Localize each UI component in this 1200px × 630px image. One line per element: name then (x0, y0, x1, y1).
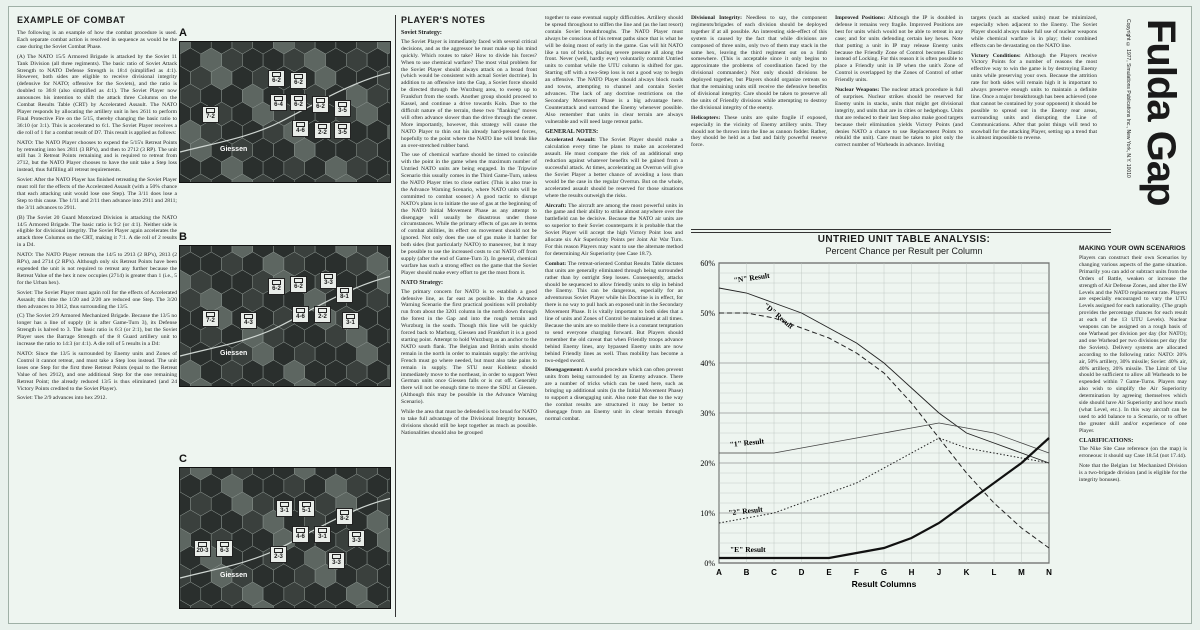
unit-counter (292, 526, 309, 543)
unit-counter (292, 306, 309, 323)
unit-counter (334, 122, 351, 139)
unit-type-symbol (274, 548, 283, 553)
scenarios-column (1079, 242, 1187, 620)
combat-heading: Combat: (545, 260, 567, 267)
unit-type-symbol (206, 312, 215, 317)
combat-text: The retreat-oriented Combat Results Table dictates that units are generally eliminated through being surrounded rather than by outright Step losses. Consequently, attacks should be sequenced to allow friendly units to slip in behind the Enemy. This can be dangerous, especially for an adventurous Soviet Player while his Doctrine is in effect, for there is no way to pull back an exposed unit in the Secondary Movement Phase. It is vitally important to both sides that a line of units and Zones of Control be maintained at all times. Because the units are so mobile there is a constant temptation to send everyone charging forward. But Players should remember the old caveat that when Friendly troops advance behind Enemy lines, any bypassed Enemy units are now behind Friendly lines as well. Thus mobility has become a two-edged sword. (545, 260, 683, 364)
chart-heading (774, 234, 1034, 256)
unit-strength: 6-2 (294, 102, 303, 108)
unit-type-symbol (316, 98, 325, 103)
unit-strength: 2-2 (318, 314, 327, 320)
unit-strength: 4-6 (296, 534, 305, 540)
y-tick-label: 60% (700, 259, 715, 268)
unit-strength: 4-6 (296, 314, 305, 320)
unit-counter (268, 278, 285, 295)
nato-strategy-continued: together to ease eventual supply difficulties. Artillery should be spread throughout to stiffen the line and (as the last resort) contain Soviet breakthroughs. The NATO Player must always be conscious of his retreat paths since that is what he will be doing most of early in the game. Gas will hit NATO like a ton of bricks, placing severe pressure all along the front. Never (well, hardly ever) voluntarily commit Untried units to combat while the UTU column is shifted for gas. Starting off with a two-Step loss is not a good way to begin an offensive. The NATO Player should always block roads and towns, attempting to channel and contain Soviet advances. The lack of any doctrine restrictions on the Secondary Movement Phase is a big advantage here. Counterattack and surround the Enemy whenever possible. Also remember that units in clear terrain are always vulnerable and will need large retreat paths. (545, 15, 683, 125)
unit-counter (336, 286, 353, 303)
helicopters-text: These units are quite fragile if exposed, especially in the vicinity of Enemy artillery units. They should not be thrown into the line as cannon fodder. Rather, they should be held as a fast and fairly powerful reserve force. (691, 114, 827, 149)
y-tick-label: 40% (700, 359, 715, 368)
unit-strength: 3-1 (346, 320, 355, 326)
game-title-block (1097, 19, 1183, 279)
series-label: "1" Result (729, 436, 765, 449)
series-label: "2" Result (727, 504, 764, 518)
x-tick-label: G (880, 568, 888, 577)
x-tick-label: A (716, 568, 722, 577)
example-b: (B) The Soviet 20 Guard Motorized Division is attacking the NATO 14/5 Armored Brigade. The basic ratio is 9:2 (or 4:1). Neither side is eligible for divisional integrity. The Soviet Player again accelerates the attack three Columns on the CRT, making it 7:1. A die roll of 2 results in a D4. (17, 214, 177, 249)
clarifications-text-2: Note that the Belgian 1st Mechanized Division is a two-brigade division (and is eligible for the integrity bonuses). (1079, 463, 1187, 484)
city-label: Giessen (220, 350, 248, 357)
divisional-integrity-text: Needless to say, the component regiments/brigades of each division should be deployed together if at all possible. An interesting side-effect of this system is caused by the fact that while divisions are composed of three units, only two of them may stack in the same hex, leaving the third regiment out on a limb somewhere. (This is acceptable since it only begins to approximate the problems of coordination faced by the divisional commander.) Not only should divisions be deployed together, but Players should organize retreats so that the remaining units still receive the defensive benefits of divisional integrity. Care should be taken to preserve all the units of Friendly divisions while attempting to destroy the divisional integrity of the enemy. (691, 15, 827, 111)
scenarios-heading: MAKING YOUR OWN SCENARIOS (1079, 245, 1186, 252)
aircraft-heading: Aircraft: (545, 202, 567, 209)
nuclear-weapons-continued: targets (such as stacked units) must be minimized, especially when adjacent to the Enemy. The Soviet Player should always make full use of nuclear weapons while chemical warfare is in play; their combined effects can be devastating on the NATO line. (971, 15, 1097, 49)
x-tick-label: B (743, 568, 750, 577)
chart-title: UNTRIED UNIT TABLE ANALYSIS: (817, 234, 991, 245)
unit-type-symbol (318, 124, 327, 129)
combat-map-a (179, 41, 391, 183)
nuclear-weapons-heading: Nuclear Weapons: (835, 87, 880, 94)
x-tick-label: E (826, 568, 832, 577)
unit-type-symbol (296, 528, 305, 533)
section-divider (691, 229, 1111, 230)
section-divider-2 (691, 232, 1111, 233)
unit-type-symbol (198, 542, 207, 547)
map-label-a: A (179, 27, 187, 39)
nato-strategy-heading: NATO Strategy: (401, 279, 443, 286)
rules-page (8, 6, 1192, 624)
example-b-nato: NATO: The NATO Player retreats the 14/5 to 2913 (2 RP's), 2813 (2 RP's), and 2714 (2 RP's). Although only six Retreat Points have been expended the unit is not required to retreat any further because the Retreat Value of the hex it now occupies (2714) is greater than 1 (i.e., 5 for the Urban hex). (17, 252, 177, 286)
nato-strategy-text: The primary concern for NATO is to establish a good defensive line, as far east as possible. In the Advance Warning Scenario the first practical positions will probably run from about the 3201 column in the north down through the forest in the Gap and into the rough terrain and Wurzburg in the south. Though this line will be quickly forced back to Marburg, Giessen and Frankfurt it is a good starting point. Attempt to hold Wurzburg as an anchor to the NATO south flank. The Belgian and British units should remain in the north in order to maintain supply: the arriving French must go where needed, but must also take pains to remain in supply. The STU near Koblenz should immediately move to the northeast, in order to support West German units once Giessen falls or is cut off. Generally there will not be enough time to move the SDU at Giessen. (Although this may be possible in the Advance Warning Scenario). (401, 288, 537, 406)
unit-type-symbol (294, 74, 303, 79)
unit-counter (290, 72, 307, 89)
unit-counter (334, 100, 351, 117)
unit-strength: 2-2 (318, 130, 327, 136)
unit-strength: 4-6 (296, 128, 305, 134)
x-tick-label: H (908, 568, 915, 577)
unit-type-symbol (340, 288, 349, 293)
map-label-b: B (179, 231, 187, 243)
unit-type-symbol (244, 314, 253, 319)
unit-counter (314, 306, 331, 323)
untried-unit-chart (685, 255, 1075, 625)
unit-strength: 3-3 (324, 280, 333, 286)
unit-strength: 7-2 (206, 114, 215, 120)
unit-strength: 3-1 (280, 508, 289, 514)
city-label: Giessen (220, 572, 248, 579)
unit-strength: 5-1 (302, 508, 311, 514)
unit-type-symbol (332, 554, 341, 559)
unit-strength: 6-4 (274, 102, 283, 108)
unit-strength: 6-2 (294, 80, 303, 86)
example-a-nato: NATO: The NATO Player chooses to expend the 5/15's Retreat Points by retreating into hex 2811 (3 RP's), and then to 2712 (3 RP). The unit still has 3 Retreat Points remaining and is required to retreat from 2712, but the NATO Player chooses to have the unit take a Step loss instead, thus fulfilling all retreat requirements. (17, 139, 177, 174)
unit-counter (292, 120, 309, 137)
example-c: (C) The Soviet 2/9 Armored Mechanized Brigade. Because the 13/5 no longer has a line of supply (it is after Game-Turn 3), its Defense Strength is halved to 3. The basic ratio is 6:3 (or 2:1), but the Soviet Player uses the Barrage Strength of the 8 Guard artillery unit to increase the ratio to 14:3 (or 4:1). A die roll of 5 results in a D4: (17, 313, 177, 348)
unit-strength: 2-3 (274, 554, 283, 560)
unit-strength: 6-2 (272, 78, 281, 84)
general-notes-column (545, 15, 683, 620)
unit-strength: 6-2 (316, 104, 325, 110)
example-of-combat-column (17, 15, 177, 620)
column-rule (395, 15, 396, 617)
unit-strength: 6-2 (294, 284, 303, 290)
victory-conditions-text: Although the Players receive Victory Points for a number of reasons the most effective way to win the game is by destroying Enemy units while preserving your own. Because the attrition rate for both sides will remain high it is important to always preserve enough units to maintain a definite line. Once a major breakthrough has been achieved (one that cannot be contained by your opponent) it should be possible to spread out in the Enemy rear areas, surrounding units and disrupting the Line of Communications. After that point things will tend to snowball for the attacking Player, setting up a trend that is almost impossible to reverse. (971, 52, 1097, 142)
unit-strength: 4-3 (244, 320, 253, 326)
unit-type-symbol (338, 102, 347, 107)
unit-counter (194, 540, 211, 557)
players-notes-column (401, 15, 537, 620)
improved-positions-heading: Improved Positions: (835, 15, 886, 21)
unit-type-symbol (280, 502, 289, 507)
unit-strength: 3-1 (318, 534, 327, 540)
victory-conditions-heading: Victory Conditions: (971, 52, 1021, 59)
series-label: "E" Result (730, 545, 766, 554)
aircraft-text: The aircraft are among the most powerful units in the game and their ability to strike almost anywhere over the battlefield can be decisive. Because the NATO air units are so superior to their Soviet counterparts it is probable that the Soviet Player will accept the high Victory Point loss and allocate six Air Superiority Points per Joint Air War Turn. For this reason Players may want to use the alternate method for determining Air Superiority (see Case 18.7). (545, 202, 683, 257)
unit-counter (336, 508, 353, 525)
unit-strength: 3-5 (338, 108, 347, 114)
copyright-notice: Copyright © 1977, Simulations Publications Inc., New York, N.Y. 10010 (1125, 19, 1131, 178)
y-tick-label: 50% (700, 309, 715, 318)
disengagement-heading: Disengagement: (545, 367, 584, 374)
unit-counter (314, 122, 331, 139)
series-label: "D" Result (761, 300, 796, 331)
unit-type-symbol (220, 542, 229, 547)
combat-map-c (179, 467, 391, 609)
unit-type-symbol (272, 72, 281, 77)
y-tick-label: 30% (700, 409, 715, 418)
soviet-strategy-text-2: The use of chemical warfare should be timed to coincide with the point in the game when the maximum number of Untried NATO units are being engaged. In the Tripwire Scenario this usually comes in the Third Game-Turn, unless the NATO Player tries to close earlier. (This is also true in the Advance Warning Scenario, where NATO units will be committed to combat sooner.) A good tactic to disrupt NATO's plans is to initiate the use of gas at the beginning of the NATO Initial Movement Phase as any attempt to disengage will usually be disastrous under those circumstances. While the primary effects of gas are in terms of combat abilities, its effect on movement should not be ignored. Not only does the use of gas make it harder for both sides (but particularly NATO) to maneuver, but it may be possible to use the increased costs to cut NATO off from supply (after the end of Game-Turn 3). In general, chemical warfare has such a strong effect on the game that the Soviet Player should make every effort to get the most from it. (401, 152, 537, 276)
unit-counter (202, 106, 219, 123)
unit-type-symbol (294, 278, 303, 283)
accelerated-assault-text: The Soviet Player should make a calculation every time he plans to make an accelerated assault. He must compare the risk of an additional step reduction against whatever benefits will be gained from a successful attack. At times, accelerating an Overrun will give the Soviet Player a better chance of avoiding a loss than would be the case in the regular Overrun. But on the whole, accelerated assault should be reserved for those situations where the results outweigh the risks. (545, 137, 683, 199)
general-notes-heading: GENERAL NOTES: (545, 128, 599, 135)
nuclear-weapons-text: The nuclear attack procedure is full of surprises. Nuclear strikes should be reserved for Enemy units in stacks, units that might get divisional integrity, and units that are in cities or hedgehogs. Units that are reduced to their last Step also make good targets because their elimination yields Victory Points (and denies NATO a chance to use Replacement Points to rebuild the unit). Care must be taken to plot only the correct number of Warheads in advance. Inviting (835, 87, 963, 149)
accelerated-assault-heading: Accelerated Assault: (545, 137, 596, 144)
unit-strength: 6-2 (272, 286, 281, 292)
unit-counter (270, 546, 287, 563)
unit-type-symbol (296, 308, 305, 313)
unit-type-symbol (318, 528, 327, 533)
unit-counter (268, 70, 285, 87)
series-label: "N" Result (733, 270, 771, 285)
map-label-c: C (179, 453, 187, 465)
clarifications-text: The Nike Site Case reference (on the map) is erroneous: it should say Case 18.54 (not 17.44). (1079, 446, 1187, 460)
y-tick-label: 20% (700, 459, 715, 468)
unit-strength: 3-3 (332, 560, 341, 566)
clarifications-heading: CLARIFICATIONS: (1079, 437, 1134, 444)
unit-type-symbol (318, 308, 327, 313)
unit-strength: 7-2 (206, 318, 215, 324)
unit-counter (240, 312, 257, 329)
helicopters-heading: Helicopters: (691, 114, 721, 121)
unit-counter (276, 500, 293, 517)
y-tick-label: 10% (700, 509, 715, 518)
unit-counter (290, 94, 307, 111)
y-tick-label: 0% (704, 559, 715, 568)
chart-subtitle: Percent Chance per Result per Column (825, 246, 983, 256)
example-c-soviet: Soviet: The 2/9 advances into hex 2912. (17, 395, 107, 402)
example-intro: The following is an example of how the combat procedure is used. Each separate combat action is resolved in sequence as would be the case during the Soviet Combat Phase. (17, 30, 177, 50)
divisional-integrity-column (691, 15, 827, 227)
x-tick-label: K (963, 568, 970, 577)
improved-positions-column (835, 15, 963, 227)
combat-map-b (179, 245, 391, 387)
unit-counter (328, 552, 345, 569)
unit-type-symbol (338, 124, 347, 129)
unit-counter (270, 94, 287, 111)
unit-strength: 20-3 (196, 548, 209, 554)
soviet-strategy-heading: Soviet Strategy: (401, 30, 442, 36)
x-tick-label: M (1018, 568, 1025, 577)
unit-strength: 3-5 (338, 130, 347, 136)
unit-type-symbol (352, 532, 361, 537)
unit-type-symbol (302, 502, 311, 507)
scenarios-text: Players can construct their own Scenarios by changing various aspects of the game situation. Primarily you can add or subtract units from the Orders of Battle, weaken or increase the strength of Air Defense Zones, and alter the EW Levels and the NATO replacement rate. Players are especially encouraged to vary the UTU Levels assigned for each nationality. (The graph provides the percentage chances for each result at each of the 13 UTU Levels). Nuclear weapons can be assigned on a rough basis of one Warhead per division per day (for NATO); and one Warhead per two divisions per day (for the Soviets). Delivery systems are allocated according to the following ratio: NATO: 20% air, 50% artillery, 30% missile; Soviet: 40% air, 40% artillery, 20% missile. The Limit of Use should be sufficient to allow all Warheads to be expended within 7 Game-Turns. Players may also wish to simplify the Air Superiority determination by agreeing themselves which side should have Air Superiority and how much (what Level, etc.). In this way aircraft can be used to add balance to a Scenario, or to offset the greater skill and/or experience of one Player. (1079, 255, 1187, 434)
unit-counter (342, 312, 359, 329)
example-heading: EXAMPLE OF COMBAT (17, 15, 126, 25)
unit-counter (216, 540, 233, 557)
nato-strategy-text-2: While the area that must be defended is too broad for NATO to take full advantage of the Divisional Integrity bonuses, divisions should still be kept together as much as possible. Nationalities should also be grouped (401, 409, 537, 436)
unit-strength: 8-1 (340, 294, 349, 300)
unit-counter (320, 272, 337, 289)
soviet-strategy-text: The Soviet Player is immediately faced with several critical decisions, and as the aggressor he must make up his mind quickly. Which routes to take? How to divide his forces? When to use chemical warfare? The most vital problem for the Soviet Player should always attack on a broad front (which would be consistent with actual Soviet doctrine). In addition to an offensive into the Gap, a Soviet force should be directed through the Wurzburg area, to sweep up to Frankfurt from the south. Another group should proceed to Kassel, and continue a drive towards Koln. Due to the difficult nature of the terrain, these two "flanking" moves will often advance slower than the drive through the center. More importantly, however, this strategy will cause the NATO Player to thin out his already hard-pressed forces, hopefully to the point where the NATO line will break like an over-stretched rubber band. (401, 38, 537, 149)
unit-strength: 3-3 (352, 538, 361, 544)
unit-type-symbol (346, 314, 355, 319)
unit-counter (202, 310, 219, 327)
players-notes-heading: PLAYER'S NOTES (401, 15, 486, 25)
victory-conditions-column (971, 15, 1097, 227)
x-tick-label: F (854, 568, 859, 577)
unit-strength: 6-3 (220, 548, 229, 554)
unit-type-symbol (296, 122, 305, 127)
example-a-soviet: Soviet: After the NATO Player has finished retreating the Soviet Player must roll for the effects of the Accelerated Assault (with a 50% chance that each attacking unit would lose one Step). The 3/11 does lose a Step to this cause. The 1/11 and 2/11 then advance into 2911 and 2811; the 3/11 advances to 2911. (17, 177, 177, 211)
game-title: Fulda Gap (1139, 19, 1183, 206)
x-tick-label: C (771, 568, 777, 577)
disengagement-text: A useful procedure which can often prevent units from being surrounded by an Enemy advance. There are a number of tricks which can be used here, such as bringing up additional units (in the Initial Movement Phase) to support a disengaging unit. Also note that due to the way the combat results are structured it may be better to disengage from an Enemy unit in clear terrain through normal combat. (545, 367, 683, 422)
unit-type-symbol (294, 96, 303, 101)
unit-counter (348, 530, 365, 547)
unit-counter (290, 276, 307, 293)
x-tick-label: D (798, 568, 805, 577)
x-tick-label: J (936, 568, 942, 577)
unit-counter (312, 96, 329, 113)
improved-positions-text: Although the IP is doubled in defense it remains very fragile. Improved Positions are best for units which would not be able to retreat in any case; and for units defending certain key hexes. Note that putting a unit in IP may release Enemy units because the Friendly Zone of Control becomes Elastic instead of Locking. For this reason it is often possible to place a Friendly unit in IP when the unit's Zone of Control is overlapped by the Zones of Control of other Friendly units. (835, 15, 963, 84)
unit-type-symbol (274, 96, 283, 101)
example-a: (A) The NATO 15/5 Armored Brigade is attacked by the Soviet 11 Tank Division (all three regiments). The basic ratio of Soviet Attack Strength to NATO Defense Strength is 18:4 (simplified as 4:1). However, both sides are eligible to receive divisional integrity (defensive for NATO; offensive for the Soviets), and the ratio is doubled to 36:8 (also simplified as 4:1). The Soviet Player now announces his intention to shift the attack three Columns on the Combat Results Table (CRT) by Accelerated Assault. The NATO Player responds by allocating the artillery unit in hex 2611 to perform Final Protective Fire on the 5/15, thereby changing the basic ratio to 36:10 (or 3:1). This is accelerated to 6:1. The Soviet Player receives a die roll of 1 for a combat result of D7. This result is applied as follows: (17, 53, 177, 136)
unit-strength: 8-2 (340, 516, 349, 522)
x-axis-label: Result Columns (851, 579, 917, 589)
x-tick-label: L (991, 568, 997, 577)
divisional-integrity-heading: Divisional Integrity: (691, 15, 742, 21)
unit-type-symbol (340, 510, 349, 515)
unit-type-symbol (206, 108, 215, 113)
x-tick-label: N (1046, 568, 1052, 577)
city-label: Giessen (220, 146, 248, 153)
example-c-nato: NATO: Since the 13/5 is surrounded by Enemy units and Zones of Control it cannot retreat, and must take a Step loss instead. The unit loses one Step for the first three Retreat Points (equal to the Retreat Value of hex 2912), and one additional Step for the one remaining Retreat Point; the already reduced 13/5 is thus eliminated (and 24 Victory Points credited to the Soviet Player). (17, 350, 177, 392)
unit-counter (298, 500, 315, 517)
unit-type-symbol (272, 280, 281, 285)
unit-counter (314, 526, 331, 543)
unit-type-symbol (324, 274, 333, 279)
example-b-soviet: Soviet: The Soviet Player must again roll for the effects of Accelerated Assault; this time the 1/20 and 2/20 are reduced one Step. The 3/20 then advances to 3012, thus surrounding the 13/5. (17, 289, 177, 310)
